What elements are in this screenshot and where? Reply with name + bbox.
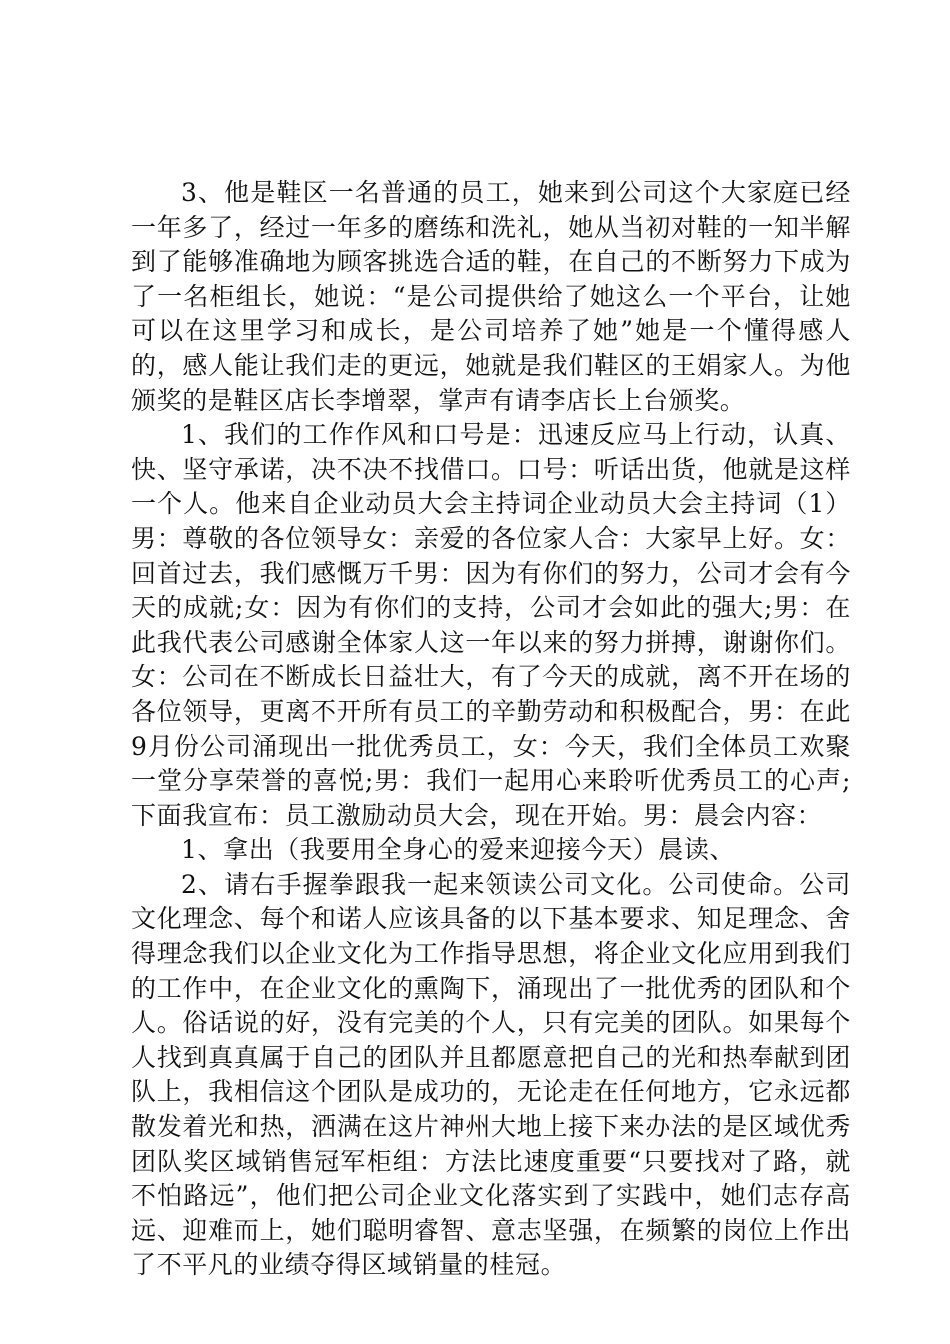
paragraph-1: 3、他是鞋区一名普通的员工，她来到公司这个大家庭已经一年多了，经过一年多的磨练和洗礼，她从当初对鞋的一知半解到了能够准确地为顾客挑选合适的鞋，在自己的不断努力下成为了一名柜组长，她说：“是公司提供给了她这么一个平台，让她可以在这里学习和成长，是公司培养了她”她是一个懂得感人的，感人能让我们走的更远，她就是我们鞋区的王娟家人。为他颁奖的是鞋区店长李增翠，掌声有请李店长上台颁奖。	[131, 178, 851, 415]
paragraph-3: 1、拿出（我要用全身心的爱来迎接今天）晨读、	[181, 835, 736, 865]
document-body	[131, 176, 851, 1283]
paragraph-4: 2、请右手握拳跟我一起来领读公司文化。公司使命。公司文化理念、每个和诺人应该具备的以下基本要求、知足理念、舍得理念我们以企业文化为工作指导思想，将企业文化应用到我们的工作中，在企业文化的熏陶下，涌现出了一批优秀的团队和个人。俗话说的好，没有完美的个人，只有完美的团队。如果每个人找到真真属于自己的团队并且都愿意把自己的光和热奉献到团队上，我相信这个团队是成功的，无论走在任何地方，它永远都散发着光和热，洒满在这片神州大地上接下来办法的是区域优秀团队奖区域销售冠军柜组：方法比速度重要“只要找对了路，就不怕路远”，他们把公司企业文化落实到了实践中，她们志存高远、迎难而上，她们聪明睿智、意志坚强，在频繁的岗位上作出了不平凡的业绩夺得区域销量的桂冠。	[131, 869, 851, 1280]
paragraph-2: 1、我们的工作作风和口号是：迅速反应马上行动，认真、快、坚守承诺，决不决不找借口。口号：听话出货，他就是这样一个人。他来自企业动员大会主持词企业动员大会主持词（1）男：尊敬的各位领导女：亲爱的各位家人合：大家早上好。女：回首过去，我们感慨万千男：因为有你们的努力，公司才会有今天的成就;女：因为有你们的支持，公司才会如此的强大;男：在此我代表公司感谢全体家人这一年以来的努力拼搏，谢谢你们。女：公司在不断成长日益壮大，有了今天的成就，离不开在场的各位领导，更离不开所有员工的辛勤劳动和积极配合，男：在此9月份公司涌现出一批优秀员工，女：今天，我们全体员工欢聚一堂分享荣誉的喜悦;男：我们一起用心来聆听优秀员工的心声;下面我宣布：员工激励动员大会，现在开始。男：晨会内容：	[131, 420, 851, 830]
